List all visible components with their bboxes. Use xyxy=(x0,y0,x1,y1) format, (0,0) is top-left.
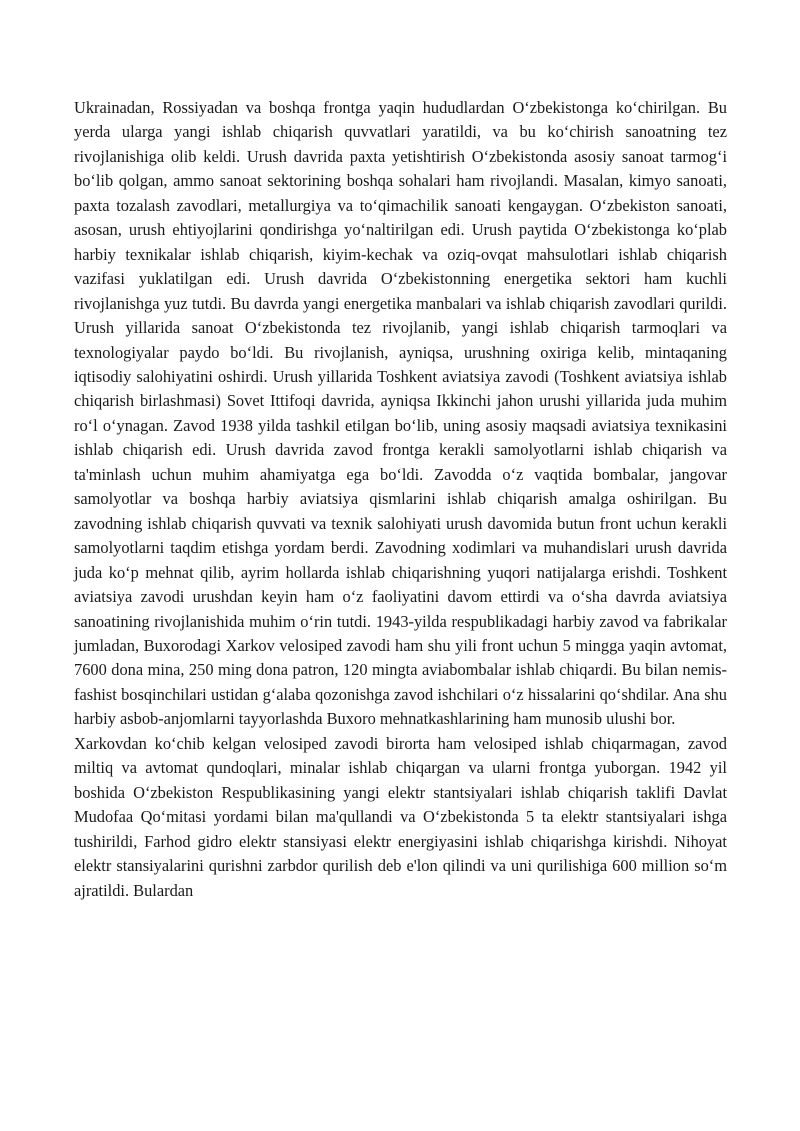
document-page xyxy=(74,96,727,903)
paragraph-2: Xarkovdan ko‘chib kelgan velosiped zavodi birorta ham velosiped ishlab chiqarmagan, zavod miltiq va avtomat qundoqlari, minalar ishlab chiqargan va ularni frontga yuborgan. 1942 yil boshida O‘zbekiston Respublikasining yangi elektr stantsiyalari ishlab chiqarish taklifi Davlat Mudofaa Qo‘mitasi yordami bilan ma'qullandi va O‘zbekistonda 5 ta elektr stantsiyalari ishga tushirildi, Farhod gidro elektr stansiyasi elektr energiyasini ishlab chiqarishga kirishdi. Nihoyat elektr stansiyalarini qurishni zarbdor qurilish deb e'lon qilindi va uni qurilishiga 600 million so‘m ajratildi. Bulardan xyxy=(74,733,727,900)
paragraph-1: Ukrainadan, Rossiyadan va boshqa frontga yaqin hududlardan O‘zbekistonga ko‘chirilgan. Bu yerda ularga yangi ishlab chiqarish quvvatlari yaratildi, va bu ko‘chirish sanoatning tez rivojlanishiga olib keldi. Urush davrida paxta yetishtirish O‘zbekistonda asosiy sanoat tarmog‘i bo‘lib qolgan, ammo sanoat sektorining boshqa sohalari ham rivojlandi. Masalan, kimyo sanoati, paxta tozalash zavodlari, metallurgiya va to‘qimachilik sanoati kengaygan. O‘zbekiston sanoati, asosan, urush ehtiyojlarini qondirishga yo‘naltirilgan edi. Urush paytida O‘zbekistonga ko‘plab harbiy texnikalar ishlab chiqarish, kiyim-kechak va oziq-ovqat mahsulotlari ishlab chiqarish vazifasi yuklatilgan edi. Urush davrida O‘zbekistonning energetika sektori ham kuchli rivojlanishga yuz tutdi. Bu davrda yangi energetika manbalari va ishlab chiqarish zavodlari qurildi. Urush yillarida sanoat O‘zbekistonda tez rivojlanib, yangi ishlab chiqarish tarmoqlari va texnologiyalar paydo bo‘ldi. Bu rivojlanish, ayniqsa, urushning oxiriga kelib, mintaqaning iqtisodiy salohiyatini oshirdi. Urush yillarida Toshkent aviatsiya zavodi (Toshkent aviatsiya ishlab chiqarish birlashmasi) Sovet Ittifoqi davrida, ayniqsa Ikkinchi jahon urushi yillarida juda muhim ro‘l o‘ynagan. Zavod 1938 yilda tashkil etilgan bo‘lib, uning asosiy maqsadi aviatsiya texnikasini ishlab chiqarish edi. Urush davrida zavod frontga kerakli samolyotlarni ishlab chiqarish va ta'minlash uchun muhim ahamiyatga ega bo‘ldi. Zavodda o‘z vaqtida bombalar, jangovar samolyotlar va boshqa harbiy aviatsiya qismlarini ishlab chiqarish amalga oshirilgan. Bu zavodning ishlab chiqarish quvvati va texnik salohiyati urush davomida butun front uchun kerakli samolyotlarni taqdim etishga yordam berdi. Zavodning xodimlari va muhandislari urush davrida juda ko‘p mehnat qilib, ayrim hollarda ishlab chiqarishning yuqori natijalarga erishdi. Toshkent aviatsiya zavodi urushdan keyin ham o‘z faoliyatini davom ettirdi va o‘sha davrda aviatsiya sanoatining rivojlanishida muhim o‘rin tutdi. 1943-yilda respublikadagi harbiy zavod va fabrikalar jumladan, Buxorodagi Xarkov velosiped zavodi ham shu yili front uchun 5 mingga yaqin avtomat, 7600 dona mina, 250 ming dona patron, 120 mingta aviabombalar ishlab chiqardi. Bu bilan nemis-fashist bosqinchilari ustidan g‘alaba qozonishga zavod ishchilari o‘z hissalarini qo‘shdilar. Ana shu harbiy asbob-anjomlarni tayyorlashda Buxoro mehnatkashlarining ham munosib ulushi bor. xyxy=(74,98,727,729)
